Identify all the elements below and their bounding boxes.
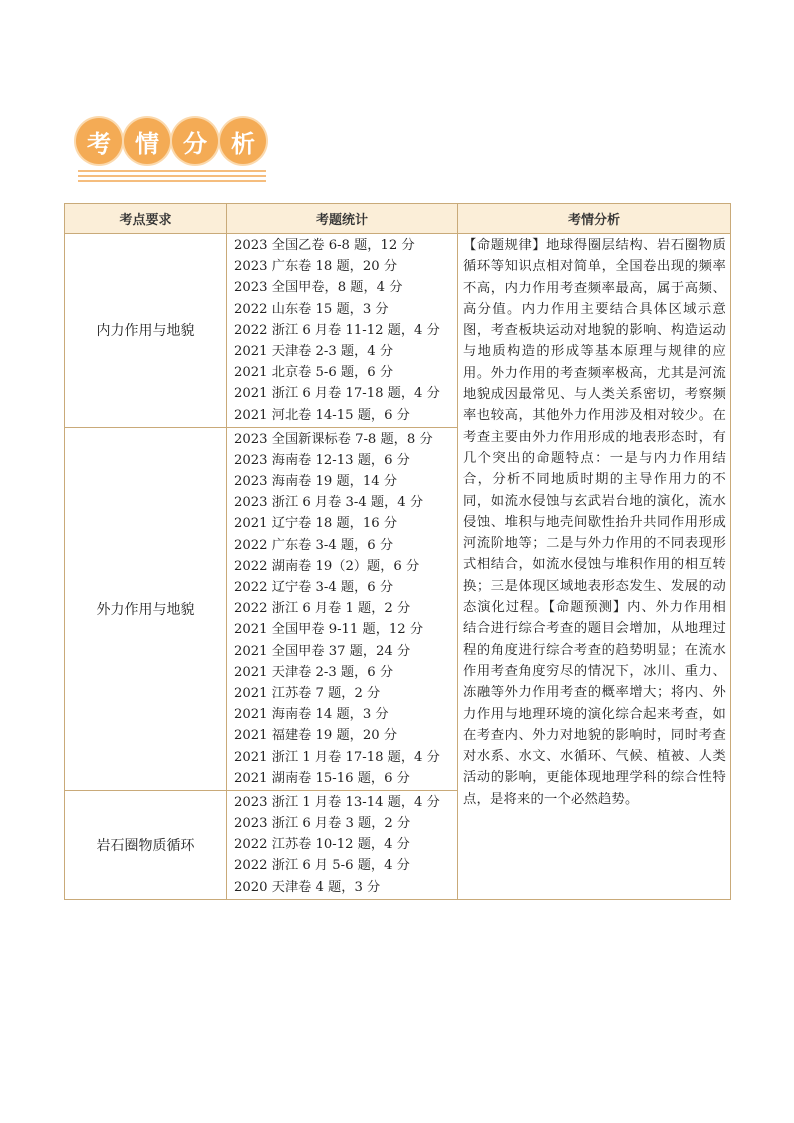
exam-analysis-table: [64, 203, 731, 900]
table-row: [65, 234, 731, 428]
stat-line: 2021 天津卷 2-3 题，6 分: [234, 664, 394, 680]
stat-line: 2023 海南卷 12-13 题，6 分: [234, 452, 410, 468]
stat-line: 2021 河北卷 14-15 题，6 分: [234, 407, 410, 423]
stat-line: 2023 浙江 6 月卷 3-4 题，4 分: [234, 495, 424, 511]
stat-line: 2022 浙江 6 月 5-6 题，4 分: [234, 858, 410, 874]
stat-line: 2021 湖南卷 15-16 题，6 分: [234, 770, 410, 786]
stat-line: 2022 浙江 6 月卷 1 题，2 分: [234, 601, 411, 617]
table-header-row: [65, 204, 731, 234]
stat-line: 2023 广东卷 18 题，20 分: [234, 259, 398, 275]
stat-line: 2022 湖南卷 19（2）题，6 分: [234, 558, 420, 574]
stat-line: 2021 辽宁卷 18 题，16 分: [234, 516, 398, 532]
stat-line: 2023 全国新课标卷 7-8 题，8 分: [234, 431, 433, 447]
title-char-3: 分: [172, 118, 218, 164]
title-char-4: 析: [220, 118, 266, 164]
stat-line: 2022 辽宁卷 3-4 题，6 分: [234, 580, 394, 595]
stats-cell: [227, 790, 458, 899]
topic-cell: 内力作用与地貌: [65, 234, 227, 428]
header-stats: 考题统计: [227, 204, 458, 234]
title-underline-1: [78, 170, 266, 172]
title-char-2: 情: [124, 118, 170, 164]
stat-line: 2023 浙江 1 月卷 13-14 题，4 分: [234, 794, 440, 810]
stat-line: 2022 广东卷 3-4 题，6 分: [234, 537, 394, 553]
stat-line: 2021 全国甲卷 9-11 题，12 分: [234, 622, 424, 638]
stats-cell: [227, 234, 458, 428]
stat-line: 2022 山东卷 15 题，3 分: [234, 301, 389, 317]
topic-cell: 岩石圈物质循环: [65, 790, 227, 899]
header-topic: 考点要求: [65, 204, 227, 234]
title-underline-2: [78, 175, 266, 177]
stat-line: 2021 海南卷 14 题，3 分: [234, 707, 389, 723]
stat-line: 2022 江苏卷 10-12 题，4 分: [234, 837, 410, 853]
stat-line: 2023 浙江 6 月卷 3 题，2 分: [234, 816, 411, 832]
stat-line: 2020 天津卷 4 题，3 分: [234, 879, 381, 895]
stat-line: 2022 浙江 6 月卷 11-12 题，4 分: [234, 322, 440, 338]
stat-line: 2023 全国乙卷 6-8 题，12 分: [234, 238, 415, 253]
header-analysis: 考情分析: [458, 204, 731, 234]
stat-line: 2021 浙江 1 月卷 17-18 题，4 分: [234, 749, 440, 765]
title-underline-3: [78, 180, 266, 182]
analysis-cell: 【命题规律】地球得圈层结构、岩石圈物质循环等知识点相对简单，全国卷出现的频率不高，内力作用考查频率最高，属于高频、高分值。内力作用主要结合具体区域示意图，考查板块运动对地貌的影响、构造运动与地质构造的形成等基本原理与规律的应用。外力作用的考查频率极高，尤其是河流地貌成因最常见、与人类关系密切，考察频率也较高，其他外力作用涉及相对较少。在考查主要由外力作用形成的地表形态时，有几个突出的命题特点：一是与内力作用结合，分析不同地质时期的主导作用力的不同，如流水侵蚀与玄武岩台地的演化，流水侵蚀、堆积与地壳间歇性抬升共同作用形成河流阶地等；二是与外力作用的不同表现形式相结合，如流水侵蚀与堆积作用的相互转换；三是体现区域地表形态发生、发展的动态演化过程。【命题预测】内、外力作用相结合进行综合考查的题目会增加，从地理过程的角度进行综合考查的趋势明显；在流水作用考查角度穷尽的情况下，冰川、重力、冻融等外力作用考查的概率增大；将内、外力作用与地理环境的演化综合起来考查，如在考查内、外力对地貌的影响时，同时考查对水系、水文、水循环、气候、植被、人类活动的影响，更能体现地理学科的综合性特点，是将来的一个必然趋势。: [458, 234, 731, 900]
stat-line: 2021 天津卷 2-3 题，4 分: [234, 343, 394, 359]
stat-line: 2021 北京卷 5-6 题，6 分: [234, 365, 394, 381]
stat-line: 2021 福建卷 19 题，20 分: [234, 728, 398, 744]
stat-line: 2023 全国甲卷，8 题，4 分: [234, 280, 403, 296]
stat-line: 2021 浙江 6 月卷 17-18 题，4 分: [234, 386, 440, 402]
stat-line: 2021 江苏卷 7 题，2 分: [234, 685, 381, 701]
section-title-badge: [76, 118, 276, 186]
stats-cell: [227, 427, 458, 790]
stat-line: 2021 全国甲卷 37 题，24 分: [234, 643, 411, 659]
title-char-1: 考: [76, 118, 122, 164]
stat-line: 2023 海南卷 19 题，14 分: [234, 474, 398, 490]
topic-cell: 外力作用与地貌: [65, 427, 227, 790]
